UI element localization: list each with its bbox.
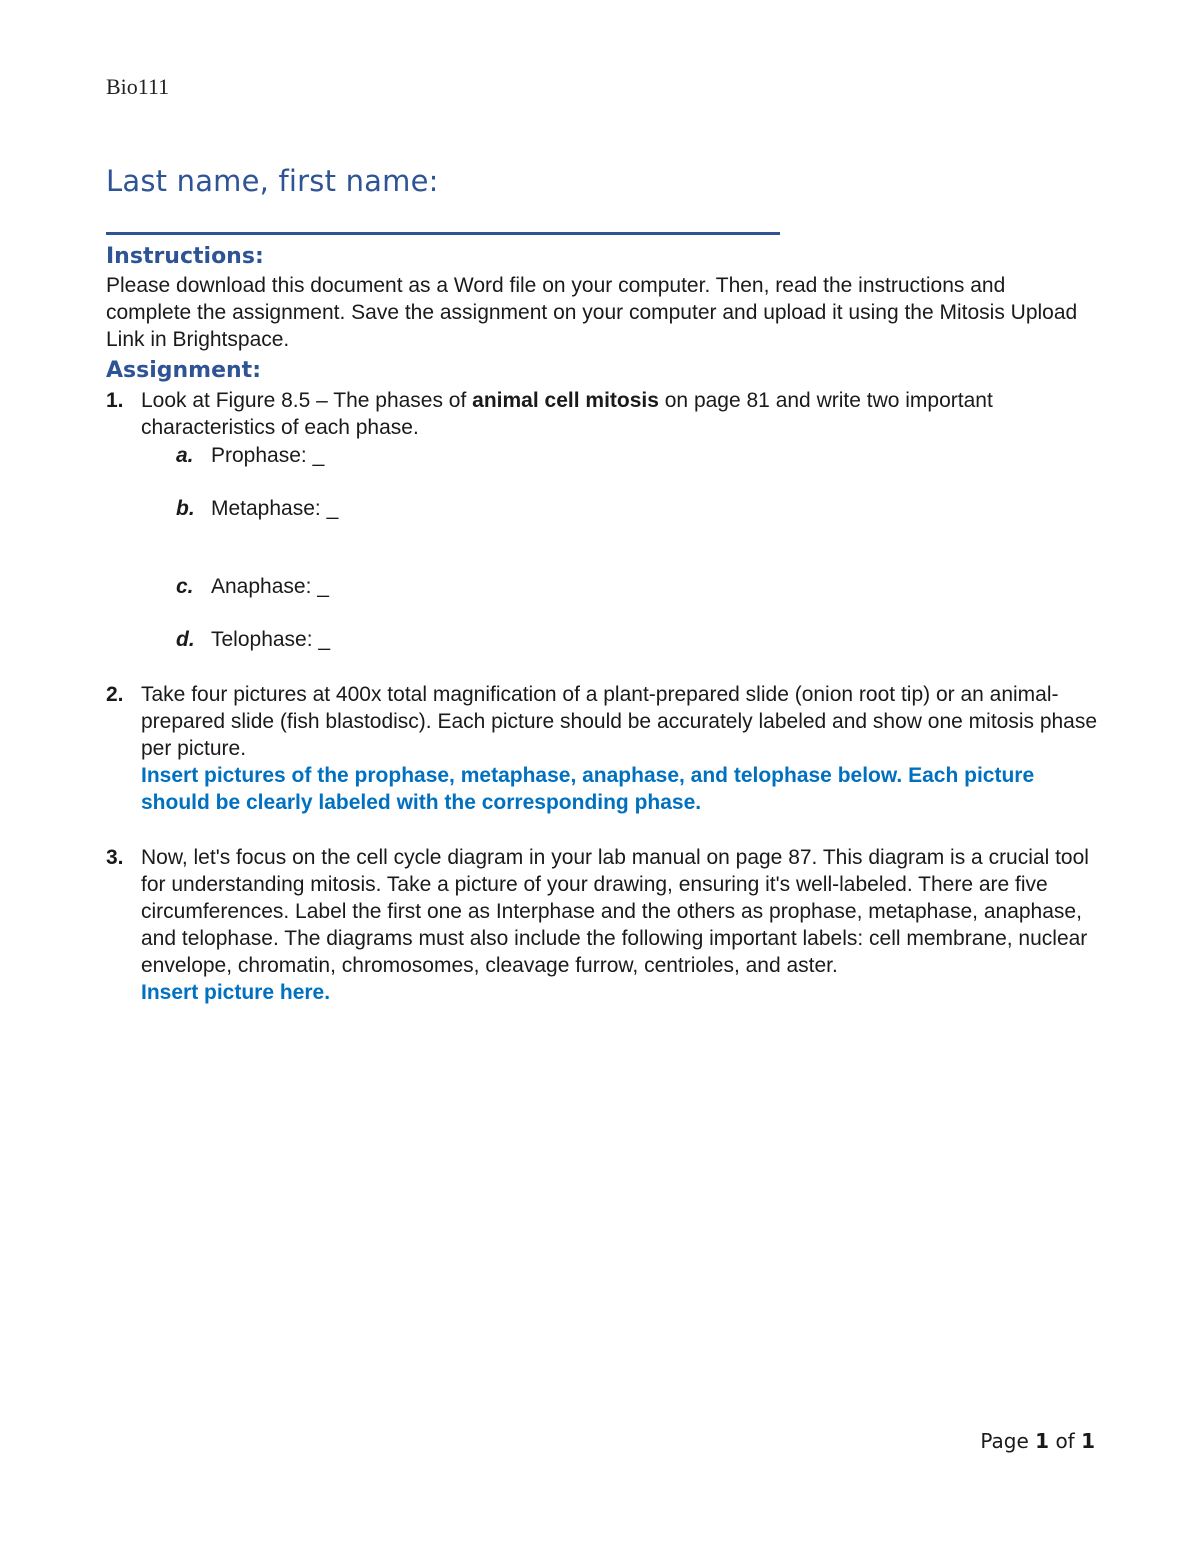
question-2-insert-note[interactable]: Insert pictures of the prophase, metaphase, anaphase, and telophase below. Each picture should be clearly labeled with the corresponding phase.	[141, 764, 1035, 814]
question-3	[106, 844, 1096, 1006]
question-2-text: Take four pictures at 400x total magnification of a plant-prepared slide (onion root tip) or an animal-prepared slide (fish blastodisc). Each picture should be accurately labeled and show one mitosis phase per picture.	[141, 683, 1098, 760]
question-3-insert-note[interactable]: Insert picture here.	[141, 981, 331, 1004]
question-1-number: 1.	[106, 389, 124, 412]
question-2-number: 2.	[106, 683, 124, 706]
page-word: Page	[980, 1429, 1029, 1453]
subitem-telophase[interactable]	[176, 626, 330, 653]
subitem-label: Anaphase: _	[211, 575, 329, 598]
question-3-text: Now, let's focus on the cell cycle diagram in your lab manual on page 87. This diagram is a crucial tool for understanding mitosis. Take a picture of your drawing, ensuring it's well-labeled. There are five circumferences. Label the first one as Interphase and the others as prophase, metaphase, anaphase, and telophase. The diagrams must also include the following important labels: cell membrane, nuclear envelope, chromatin, chromosomes, cleavage furrow, centrioles, and aster.	[141, 846, 1089, 977]
subitem-label: Telophase: _	[211, 628, 331, 651]
question-3-number: 3.	[106, 846, 124, 869]
name-field-label: Last name, first name:	[106, 164, 439, 198]
page-number-footer	[980, 1429, 1095, 1453]
subitem-letter: c.	[176, 575, 194, 598]
subitem-metaphase[interactable]	[176, 495, 338, 522]
instructions-text: Please download this document as a Word file on your computer. Then, read the instructions and complete the assignment. Save the assignment on your computer and upload it using the Mitosis Upload Link in Brightspace.	[106, 274, 1078, 351]
instructions-heading: Instructions:	[106, 244, 264, 269]
subitem-label: Metaphase: _	[211, 497, 339, 520]
question-1	[106, 387, 1096, 441]
assignment-heading: Assignment:	[106, 358, 261, 383]
name-field-line[interactable]	[106, 232, 780, 235]
question-1-text	[141, 387, 1101, 441]
question-1-text-before: Look at Figure 8.5 – The phases of	[141, 389, 473, 412]
subitem-letter: d.	[176, 628, 195, 651]
question-1-text-after: on page 81 and write two important characteristics of each phase.	[141, 389, 993, 439]
page-current: 1	[1035, 1429, 1050, 1453]
question-1-text-bold: animal cell mitosis	[472, 389, 659, 412]
subitem-prophase[interactable]	[176, 442, 324, 469]
subitem-letter: b.	[176, 497, 195, 520]
of-word: of	[1055, 1429, 1075, 1453]
subitem-anaphase[interactable]	[176, 573, 329, 600]
page-total: 1	[1081, 1429, 1095, 1453]
subitem-letter: a.	[176, 444, 194, 467]
question-2	[106, 681, 1096, 816]
subitem-label: Prophase: _	[211, 444, 325, 467]
course-header: Bio111	[106, 74, 170, 99]
